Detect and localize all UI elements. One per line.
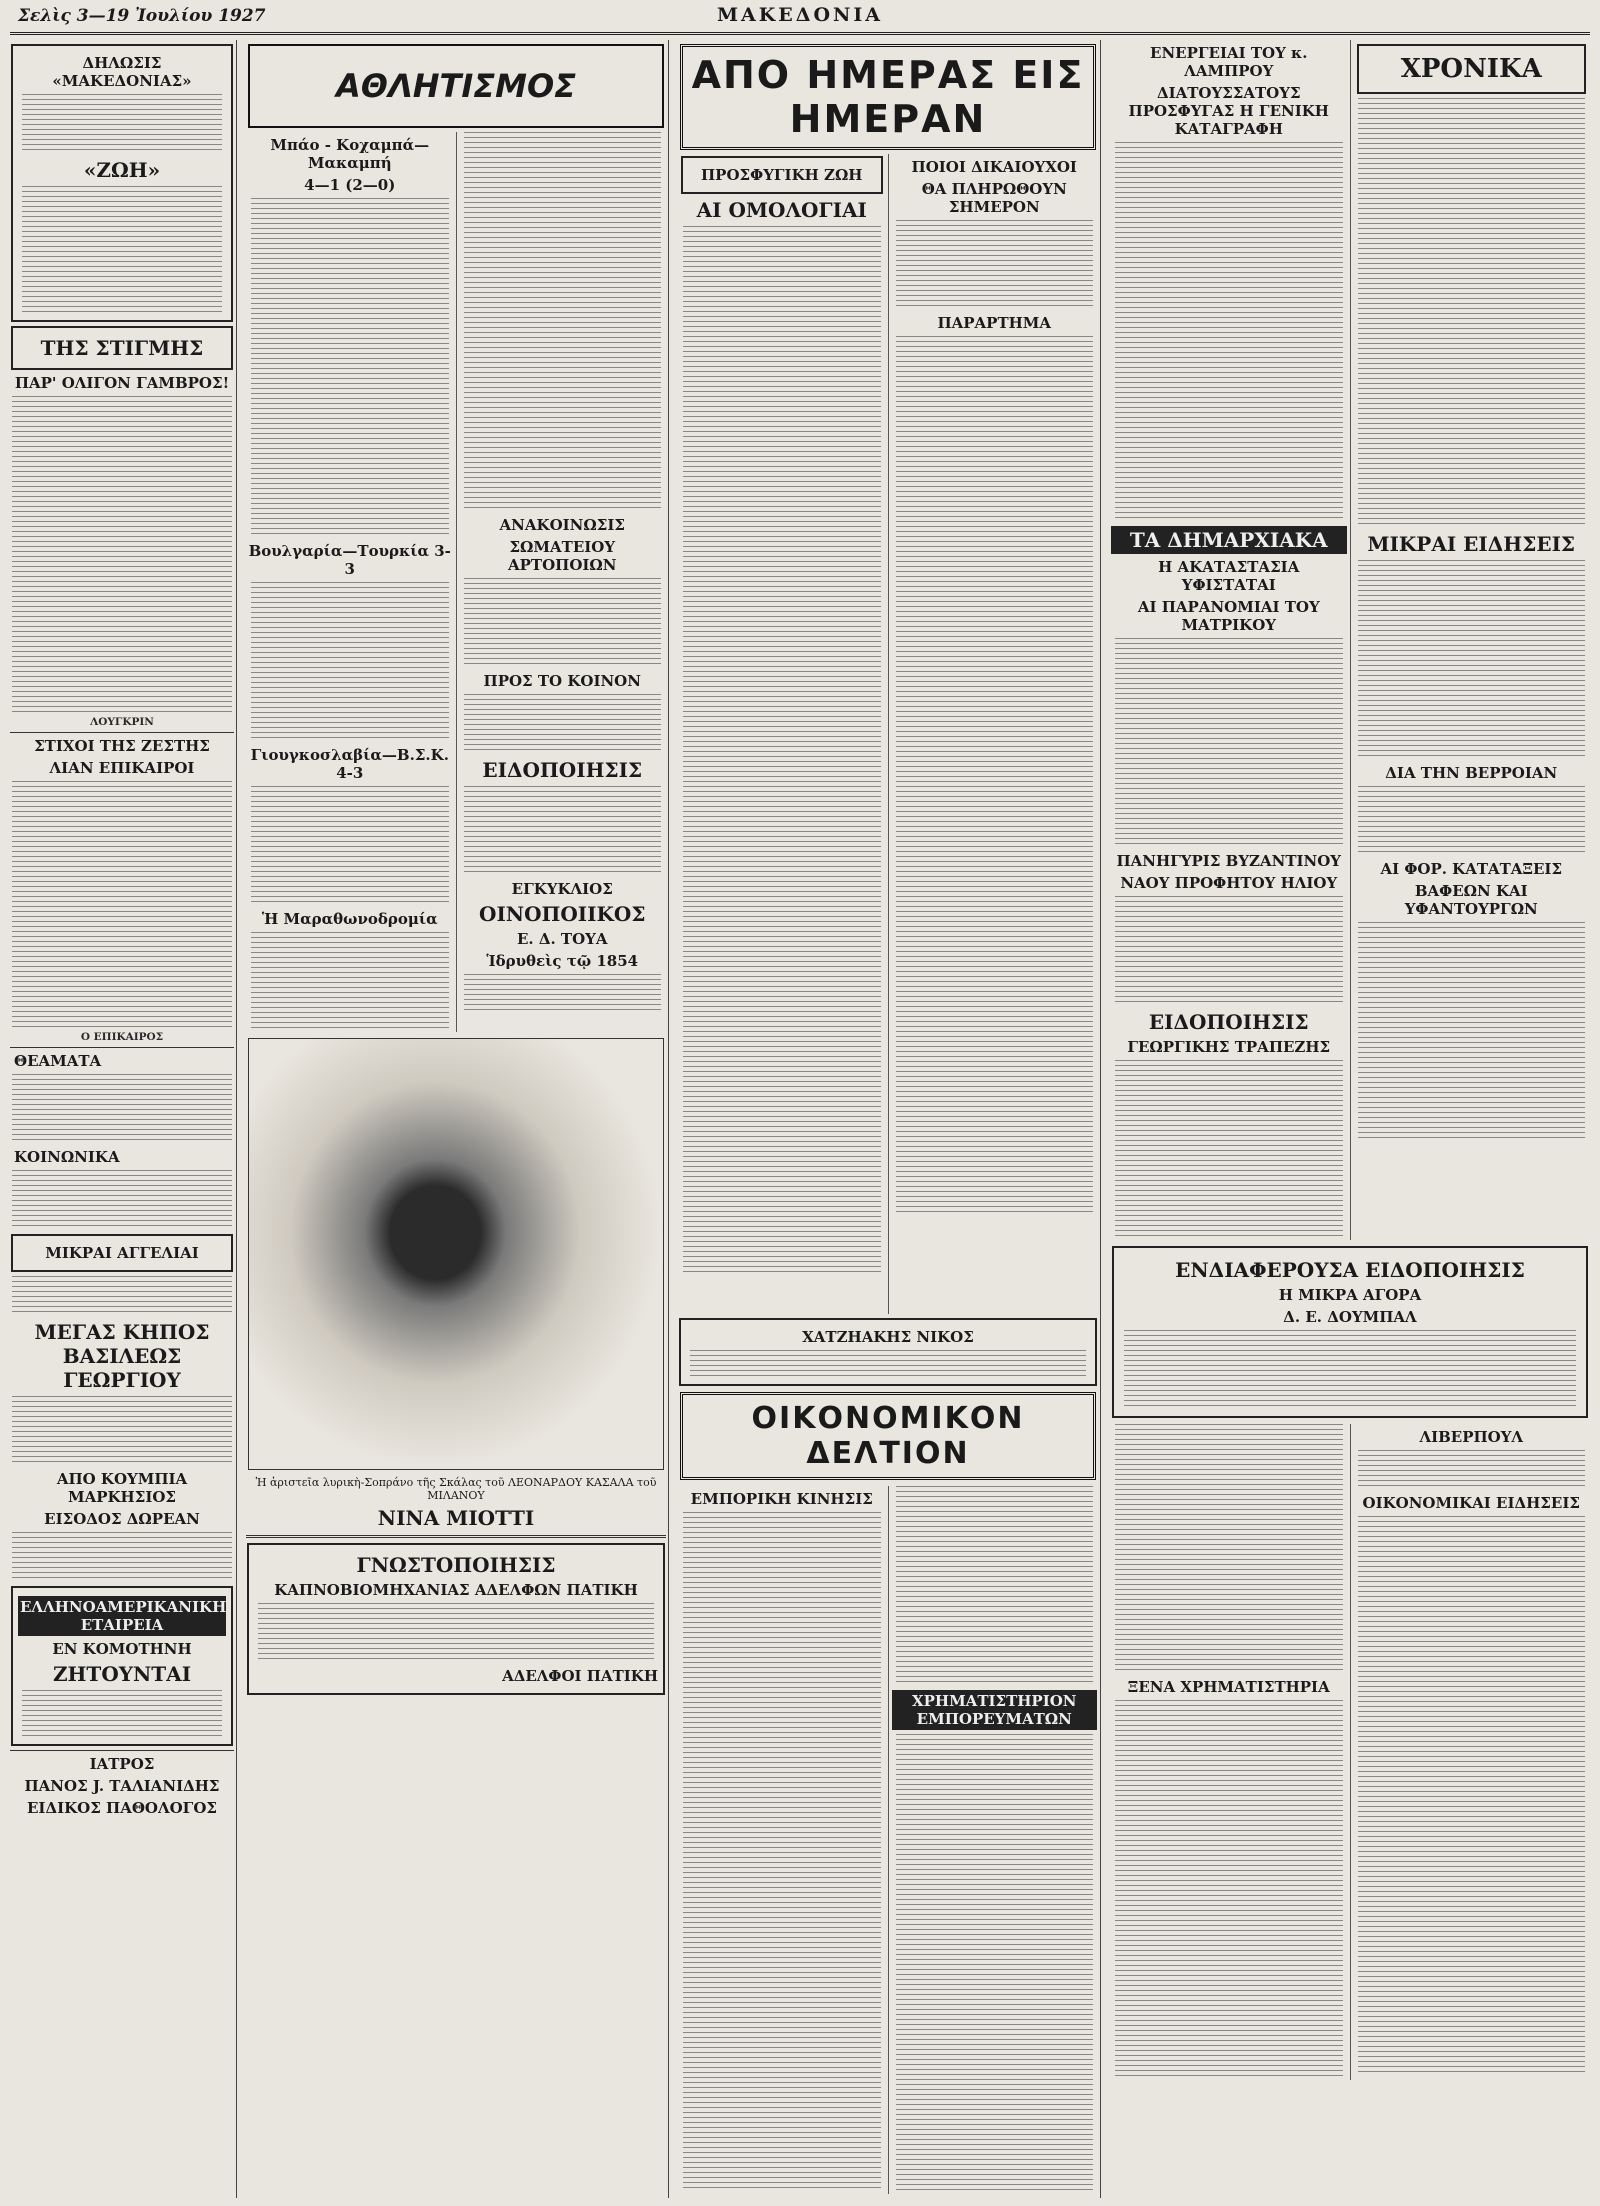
- sport-sub1: Μπάο - Κοχαμπά—Μακαμπή: [270, 136, 430, 172]
- giougkoslavia-title: Γιουγκοσλαβία—Β.Σ.Κ. 4-3: [250, 746, 449, 782]
- adelfoi-sign: ΑΔΕΛΦΟΙ ΠΑΤΙΚΗ: [502, 1667, 658, 1685]
- komotini-title: ΕΝ ΚΟΜΟΤΗΝΗ: [52, 1640, 192, 1658]
- text-block: [1358, 1516, 1586, 2076]
- signed-loygkrin: ΛΟΥΓΚΡΙΝ: [90, 716, 154, 728]
- stigmis-title: ΤΗΣ ΣΤΙΓΜΗΣ: [40, 336, 204, 360]
- singer-photo: [248, 1038, 664, 1470]
- emporiki-title: ΕΜΠΟΡΙΚΗ ΚΙΝΗΣΙΣ: [690, 1490, 873, 1508]
- zitountai-title: ΖΗΤΟΥΝΤΑΙ: [52, 1662, 192, 1686]
- text-block: [12, 396, 232, 716]
- text-block: [12, 781, 232, 1031]
- sport-columns: [244, 132, 668, 1032]
- divider: [10, 1047, 234, 1048]
- col4-c: [1108, 1424, 1351, 2080]
- text-block: [251, 932, 449, 1032]
- text-block: [1358, 560, 1586, 760]
- stixoi-title: ΣΤΙΧΟΙ ΤΗΣ ΖΕΣΤΗΣ: [34, 737, 210, 755]
- akatastasia-title: Η ΑΚΑΤΑΣΤΑΣΙΑ ΥΦΙΣΤΑΤΑΙ: [1158, 558, 1300, 594]
- somateiou-title: ΣΩΜΑΤΕΙΟΥ ΑΡΤΟΠΟΙΩΝ: [508, 538, 617, 574]
- sport-col-a: [244, 132, 457, 1032]
- text-block: [683, 1512, 881, 2192]
- news-col-a: [676, 154, 889, 1314]
- theamata-title: ΘΕΑΜΑΤΑ: [14, 1052, 102, 1070]
- oinoikos-title: ΟΙΝΟΠΟΙΙΚΟΣ: [479, 902, 646, 926]
- signed-epikairos: Ο ΕΠΙΚΑΙΡΟΣ: [80, 1031, 164, 1043]
- text-block: [12, 1170, 232, 1230]
- text-block: [251, 198, 449, 538]
- dia-tin-verroian-title: ΔΙΑ ΤΗΝ ΒΕΡΡΟΙΑΝ: [1385, 764, 1558, 782]
- eidopoiisis2-title: ΕΙΔΟΠΟΙΗΣΙΣ: [1148, 1010, 1309, 1034]
- paranomiai-title: ΑΙ ΠΑΡΑΝΟΜΙΑΙ ΤΟΥ ΜΑΤΡΙΚΟΥ: [1137, 598, 1320, 634]
- column-3: [676, 40, 1101, 2198]
- box-mikrai-aggeliai: [11, 1234, 233, 1272]
- poioi-sub: ΘΑ ΠΛΗΡΩΘΟΥΝ ΣΗΜΕΡΟΝ: [921, 180, 1067, 216]
- text-block: [1358, 786, 1586, 856]
- text-block: [896, 336, 1094, 1216]
- col4-bottom: [1108, 1424, 1592, 2080]
- pros-koinon-title: ΠΡΟΣ ΤΟ ΚΟΙΝΟΝ: [483, 672, 641, 690]
- koinonika-title: ΚΟΙΝΩΝΙΚΑ: [14, 1148, 120, 1166]
- sport-col-b: [457, 132, 669, 1032]
- voulgaria-title: Βουλγαρία—Τουρκία 3-3: [248, 542, 451, 578]
- econ-col-a: [676, 1486, 889, 2194]
- text-block: [1115, 896, 1343, 1006]
- text-block: [464, 786, 662, 876]
- box-prosfyg: [681, 156, 883, 194]
- text-block: [12, 1276, 232, 1316]
- header-bar: [10, 4, 1590, 35]
- stigmis-headline: ΠΑΡ' ΟΛΙΓΟΝ ΓΑΜΒΡΟΣ!: [14, 374, 230, 392]
- text-block: [258, 1603, 654, 1663]
- idrythis-line: Ἱδρυθεὶς τῷ 1854: [486, 952, 639, 970]
- box-zitountai: [11, 1586, 233, 1746]
- iatros-spec: ΕΙΔΙΚΟΣ ΠΑΘΟΛΟΓΟΣ: [27, 1799, 217, 1817]
- anakoinosis-title: ΑΝΑΚΟΙΝΩΣΙΣ: [499, 516, 625, 534]
- column-2: [244, 40, 669, 2198]
- box-xasnakis: [679, 1318, 1097, 1386]
- text-block: [464, 694, 662, 754]
- divider: [246, 1535, 666, 1538]
- omologiai-title: ΑΙ ΟΜΟΛΟΓΙΑΙ: [696, 198, 867, 222]
- prosfyg-title: ΠΡΟΣΦΥΓΙΚΗ ΖΩΗ: [701, 166, 863, 184]
- mikrai-aggeliai-title: ΜΙΚΡΑΙ ΑΓΓΕΛΙΑΙ: [45, 1244, 199, 1262]
- text-block: [1358, 1450, 1586, 1490]
- text-block: [683, 226, 881, 1276]
- parartima-title: ΠΑΡΑΡΤΗΜΑ: [937, 314, 1052, 332]
- text-block: [690, 1350, 1086, 1380]
- text-block: [1358, 922, 1586, 1142]
- mikrai-eidiseis-title: ΜΙΚΡΑΙ ΕΙΔΗΣΕΙΣ: [1367, 532, 1576, 556]
- newspaper-name: ΜΑΚΕΔΟΝΙΑ: [716, 4, 884, 26]
- text-block: [464, 578, 662, 668]
- diloseis-title: ΔΗΛΩΣΙΣ «ΜΑΚΕΔΟΝΙΑΣ»: [52, 54, 192, 90]
- text-block: [22, 186, 222, 316]
- box-endiaferousa: [1112, 1246, 1588, 1418]
- endiaferousa-title: ΕΝΔΙΑΦΕΡΟΥΣΑ ΕΙΔΟΠΟΙΗΣΙΣ: [1175, 1258, 1525, 1282]
- text-block: [12, 1532, 232, 1582]
- text-block: [12, 1396, 232, 1466]
- foroi-title: ΑΙ ΦΟΡ. ΚΑΤΑΤΑΞΕΙΣ: [1380, 860, 1563, 878]
- xrimatistirion-title: ΧΡΗΜΑΤΙΣΤΗΡΙΟΝ ΕΜΠΟΡΕΥΜΑΤΩΝ: [892, 1690, 1098, 1730]
- box-stigmis: [11, 326, 233, 370]
- column-4: [1108, 40, 1592, 2198]
- column-1: [8, 40, 237, 2198]
- vafeon-title: ΒΑΦΕΩΝ ΚΑΙ ΥΦΑΝΤΟΥΡΓΩΝ: [1404, 882, 1538, 918]
- diva-name: ΝΙΝΑ ΜΙΟΤΤΙ: [377, 1506, 535, 1530]
- georgikis-title: ΓΕΩΡΓΙΚΗΣ ΤΡΑΠΕΖΗΣ: [1127, 1038, 1331, 1056]
- kipos-line: ΑΠΟ ΚΟΥΜΠΙΑ ΜΑΡΚΗΣΙΟΣ: [56, 1470, 188, 1506]
- text-block: [12, 1074, 232, 1144]
- text-block: [1115, 142, 1343, 522]
- divider: [10, 1750, 234, 1751]
- iatros-title: ΙΑΤΡΟΣ: [89, 1755, 155, 1773]
- oikonomikai-title: ΟΙΚΟΝΟΜΙΚΑΙ ΕΙΔΗΣΕΙΣ: [1362, 1494, 1580, 1512]
- box-gnostopoiisis: [247, 1543, 665, 1695]
- text-block: [1115, 1700, 1343, 2080]
- text-block: [1115, 1424, 1343, 1674]
- text-block: [1115, 1060, 1343, 1240]
- kipos-title: ΜΕΓΑΣ ΚΗΠΟΣ ΒΑΣΙΛΕΩΣ ΓΕΩΡΓΙΟΥ: [34, 1320, 210, 1392]
- col4-top: [1108, 40, 1592, 1240]
- photo-caption: Ἡ ἀριστεῖα λυρικὴ-Σοπράνο τῆς Σκάλας τοῦ ΛΕΟΝΑΡΔΟΥ ΚΑΣΑΛΑ τοῦ ΜΙΛΑΝΟΥ: [255, 1476, 657, 1502]
- text-block: [1358, 98, 1586, 528]
- text-block: [22, 1690, 222, 1740]
- poioi-title: ΠΟΙΟΙ ΔΙΚΑΙΟΥΧΟΙ: [911, 158, 1077, 176]
- text-block: [1124, 1330, 1576, 1410]
- text-block: [896, 1734, 1094, 2194]
- news-col-b: [889, 154, 1101, 1314]
- zoi-word: «ΖΩΗ»: [83, 158, 161, 182]
- energeiai-title: ΕΝΕΡΓΕΙΑΙ ΤΟΥ κ. ΛΑΜΠΡΟΥ: [1150, 44, 1308, 80]
- xrimatistiria-title: ΞΕΝΑ ΧΡΗΜΑΤΙΣΤΗΡΙΑ: [1127, 1678, 1330, 1696]
- text-block: [896, 220, 1094, 310]
- iatros-name: ΠΑΝΟΣ J. ΤΑΛΙΑΝΙΔΗΣ: [24, 1777, 220, 1795]
- sport-banner: ΑΘΛΗΤΙΣΜΟΣ: [248, 44, 664, 128]
- oikonomikon-banner: ΟΙΚΟΝΟΜΙΚΟΝ ΔΕΛΤΙΟΝ: [680, 1392, 1096, 1480]
- egkyklios-title: ΕΓΚΥΚΛΙΟΣ: [511, 880, 613, 898]
- sport-score1: 4—1 (2—0): [304, 176, 396, 194]
- kapnovio-title: ΚΑΠΝΟΒΙΟΜΗΧΑΝΙΑΣ ΑΔΕΛΦΩΝ ΠΑΤΙΚΗ: [274, 1581, 638, 1599]
- kipos-entry: ΕΙΣΟΔΟΣ ΔΩΡΕΑΝ: [44, 1510, 200, 1528]
- col4-a: [1108, 40, 1351, 1240]
- xronika-title: ΧΡΟΝΙΚΑ: [1400, 54, 1542, 84]
- dimarxiaka-title: ΤΑ ΔΗΜΑΡΧΙΑΚΑ: [1111, 526, 1347, 554]
- text-block: [464, 974, 662, 1014]
- panigyris-title: ΠΑΝΗΓΥΡΙΣ ΒΥΖΑΝΤΙΝΟΥ: [1116, 852, 1342, 870]
- text-block: [251, 582, 449, 742]
- box-diloseis: [11, 44, 233, 322]
- xasnakis-title: ΧΑΤΖΗΑΚΗΣ ΝΙΚΟΣ: [802, 1328, 974, 1346]
- page-date: Σελὶς 3—19 Ἰουλίου 1927: [18, 6, 266, 26]
- col4-d: [1351, 1424, 1593, 2080]
- ellinoamer-title: ΕΛΛΗΝΟΑΜΕΡΙΚΑΝΙΚΗ ΕΤΑΙΡΕΙΑ: [20, 1598, 227, 1634]
- imerisia-title: Ἡ Μαραθωνοδρομία: [261, 910, 438, 928]
- col4-b: [1351, 40, 1593, 1240]
- econ-col-b: [889, 1486, 1101, 2194]
- eidopoiisis-title: ΕΙΔΟΠΟΙΗΣΙΣ: [482, 758, 643, 782]
- divider: [10, 732, 234, 733]
- energeiai-sub: ΔΙΑΤΟΥΣΣΑΤΟΥΣ ΠΡΟΣΦΥΓΑΣ Η ΓΕΝΙΚΗ ΚΑΤΑΓΡΑΦΗ: [1128, 84, 1329, 138]
- text-block: [22, 94, 222, 154]
- gnostopoiisis-title: ΓΝΩΣΤΟΠΟΙΗΣΙΣ: [356, 1553, 556, 1577]
- stixoi-sub: ΛΙΑΝ ΕΠΙΚΑΙΡΟΙ: [49, 759, 195, 777]
- touta-title: Ε. Δ. ΤΟΥΑ: [516, 930, 608, 948]
- mikra-agora-title: Η ΜΙΚΡΑ ΑΓΟΡΑ: [1278, 1286, 1422, 1304]
- text-block: [251, 786, 449, 906]
- news-columns: [676, 154, 1100, 1314]
- text-block: [464, 132, 662, 512]
- text-block: [896, 1486, 1094, 1686]
- main-banner: ΑΠΟ ΗΜΕΡΑΣ ΕΙΣ ΗΜΕΡΑΝ: [680, 44, 1096, 150]
- econ-columns: [676, 1486, 1100, 2194]
- doumpal-title: Δ. Ε. ΔΟΥΜΠΑΛ: [1283, 1308, 1417, 1326]
- naou-title: ΝΑΟΥ ΠΡΟΦΗΤΟΥ ΗΛΙΟΥ: [1120, 874, 1338, 892]
- liverpool-title: ΛΙΒΕΡΠΟΥΛ: [1419, 1428, 1524, 1446]
- box-xronika: [1357, 44, 1587, 94]
- text-block: [1115, 638, 1343, 848]
